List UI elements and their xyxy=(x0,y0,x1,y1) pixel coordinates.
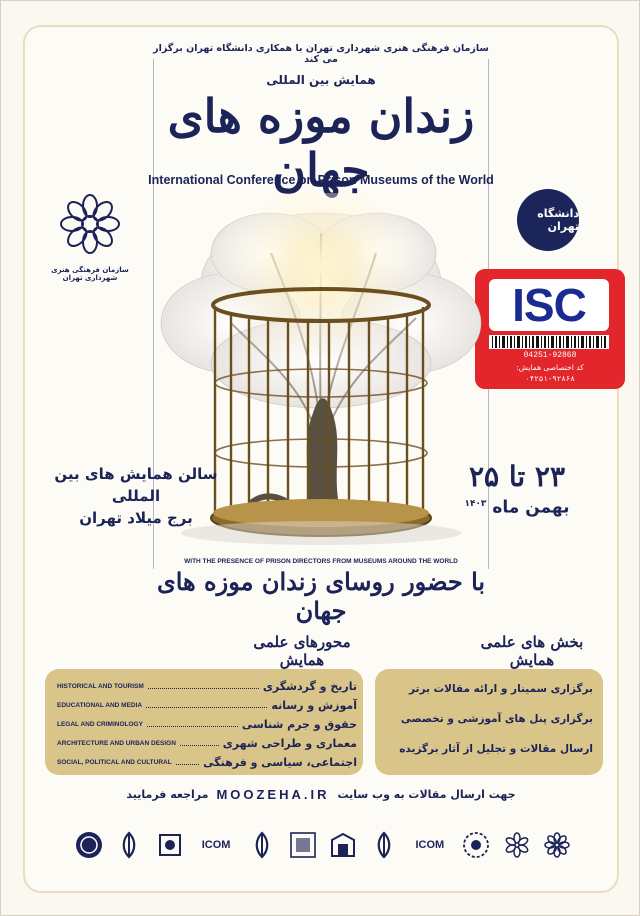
sections-title: بخش های علمی همایش xyxy=(480,633,584,669)
axis-english: EDUCATIONAL AND MEDIA xyxy=(57,701,143,709)
date-year: ۱۴۰۳ xyxy=(464,499,487,509)
isc-caption: کد اختصاصی همایش: xyxy=(516,363,584,372)
date-block xyxy=(437,461,597,519)
icom-logo: ICOM xyxy=(201,839,231,851)
axis-persian: اجتماعی، سیاسی و فرهنگی xyxy=(203,755,357,769)
isc-phone: ۰۴۲۵۱-۹۲۸۶۸ xyxy=(525,376,575,384)
venue-line-2: برج میلاد تهران xyxy=(79,509,193,527)
conference-kind: همایش بین المللی xyxy=(266,73,376,87)
axes-row xyxy=(57,696,357,714)
dotted-leader xyxy=(176,759,199,765)
presence-english: WITH THE PRESENCE OF PRISON DIRECTORS FROM MUSEUMS AROUND THE WORLD xyxy=(184,558,458,565)
date-month-line xyxy=(437,493,597,519)
submit-prefix: جهت ارسال مقالات به وب سایت xyxy=(337,788,516,801)
submit-suffix: مراجعه فرمایید xyxy=(126,788,209,801)
rosette-logo xyxy=(501,829,533,861)
left-logo-caption: سازمان فرهنگی هنری شهرداری تهران xyxy=(51,266,129,282)
axis-persian: معماری و طراحی شهری xyxy=(222,736,357,750)
axis-persian: حقوق و جرم شناسی xyxy=(241,717,357,731)
museum-logo xyxy=(327,829,359,861)
barcode-icon xyxy=(489,335,609,349)
isc-logo-text: ISC xyxy=(489,279,609,331)
axes-title: محورهای علمی همایش xyxy=(253,633,351,669)
icom-logo: ICOM xyxy=(415,839,445,851)
section-item: برگزاری سمینار و ارائه مقالات برتر xyxy=(409,683,593,695)
dotted-leader xyxy=(147,721,238,727)
presence-persian: با حضور روسای زندان موزه های جهان xyxy=(156,567,486,625)
axis-english: SOCIAL, POLITICAL AND CULTURAL xyxy=(57,758,172,766)
isc-code: 04251-92868 xyxy=(523,351,577,360)
ornament-logo xyxy=(460,829,492,861)
partner-logos-row xyxy=(73,821,573,869)
submission-line xyxy=(45,787,597,802)
english-title: International Conference on Prison Museums of the World xyxy=(148,173,494,187)
crest-logo xyxy=(154,829,186,861)
axes-row xyxy=(57,734,357,752)
section-item: برگزاری پنل های آموزشی و تخصصی xyxy=(400,713,593,725)
axis-english: LEGAL AND CRIMINOLOGY xyxy=(57,720,143,728)
emblem-logo xyxy=(368,829,400,861)
rosette-logo xyxy=(541,829,573,861)
isc-badge xyxy=(475,269,625,389)
organizer-line: سازمان فرهنگی هنری شهرداری تهران با همکاری دانشگاه تهران برگزار می کند xyxy=(153,43,489,65)
venue xyxy=(41,463,231,529)
axes-panel xyxy=(45,669,363,775)
municipality-culture-logo xyxy=(45,186,135,286)
dotted-leader xyxy=(180,740,219,746)
axis-english: HISTORICAL AND TOURISM xyxy=(57,682,144,690)
axes-row xyxy=(57,753,357,771)
square-logo xyxy=(287,829,319,861)
main-title: زندان موزه های جهان xyxy=(167,89,475,197)
sections-panel xyxy=(375,669,603,775)
date-days: ۲۳ تا ۲۵ xyxy=(469,460,565,493)
axes-row xyxy=(57,677,357,695)
axis-persian: تاریخ و گردشگری xyxy=(262,679,357,693)
venue-line-1: سالن همایش های بین المللی xyxy=(54,465,218,505)
dotted-leader xyxy=(146,702,267,708)
section-item: ارسال مقالات و تجلیل از آثار برگزیده xyxy=(399,743,593,755)
axes-row xyxy=(57,715,357,733)
university-logo-text: دانشگاه تهران xyxy=(537,207,579,233)
emblem-logo xyxy=(113,829,145,861)
seal-logo xyxy=(73,829,105,861)
date-month: بهمن ماه xyxy=(492,497,570,518)
website-link[interactable]: MOOZEHA.IR xyxy=(216,787,330,802)
axis-english: ARCHITECTURE AND URBAN DESIGN xyxy=(57,739,176,747)
axis-persian: آموزش و رسانه xyxy=(271,698,357,712)
emblem-logo xyxy=(246,829,278,861)
university-logo xyxy=(517,189,579,251)
dotted-leader xyxy=(148,683,259,689)
